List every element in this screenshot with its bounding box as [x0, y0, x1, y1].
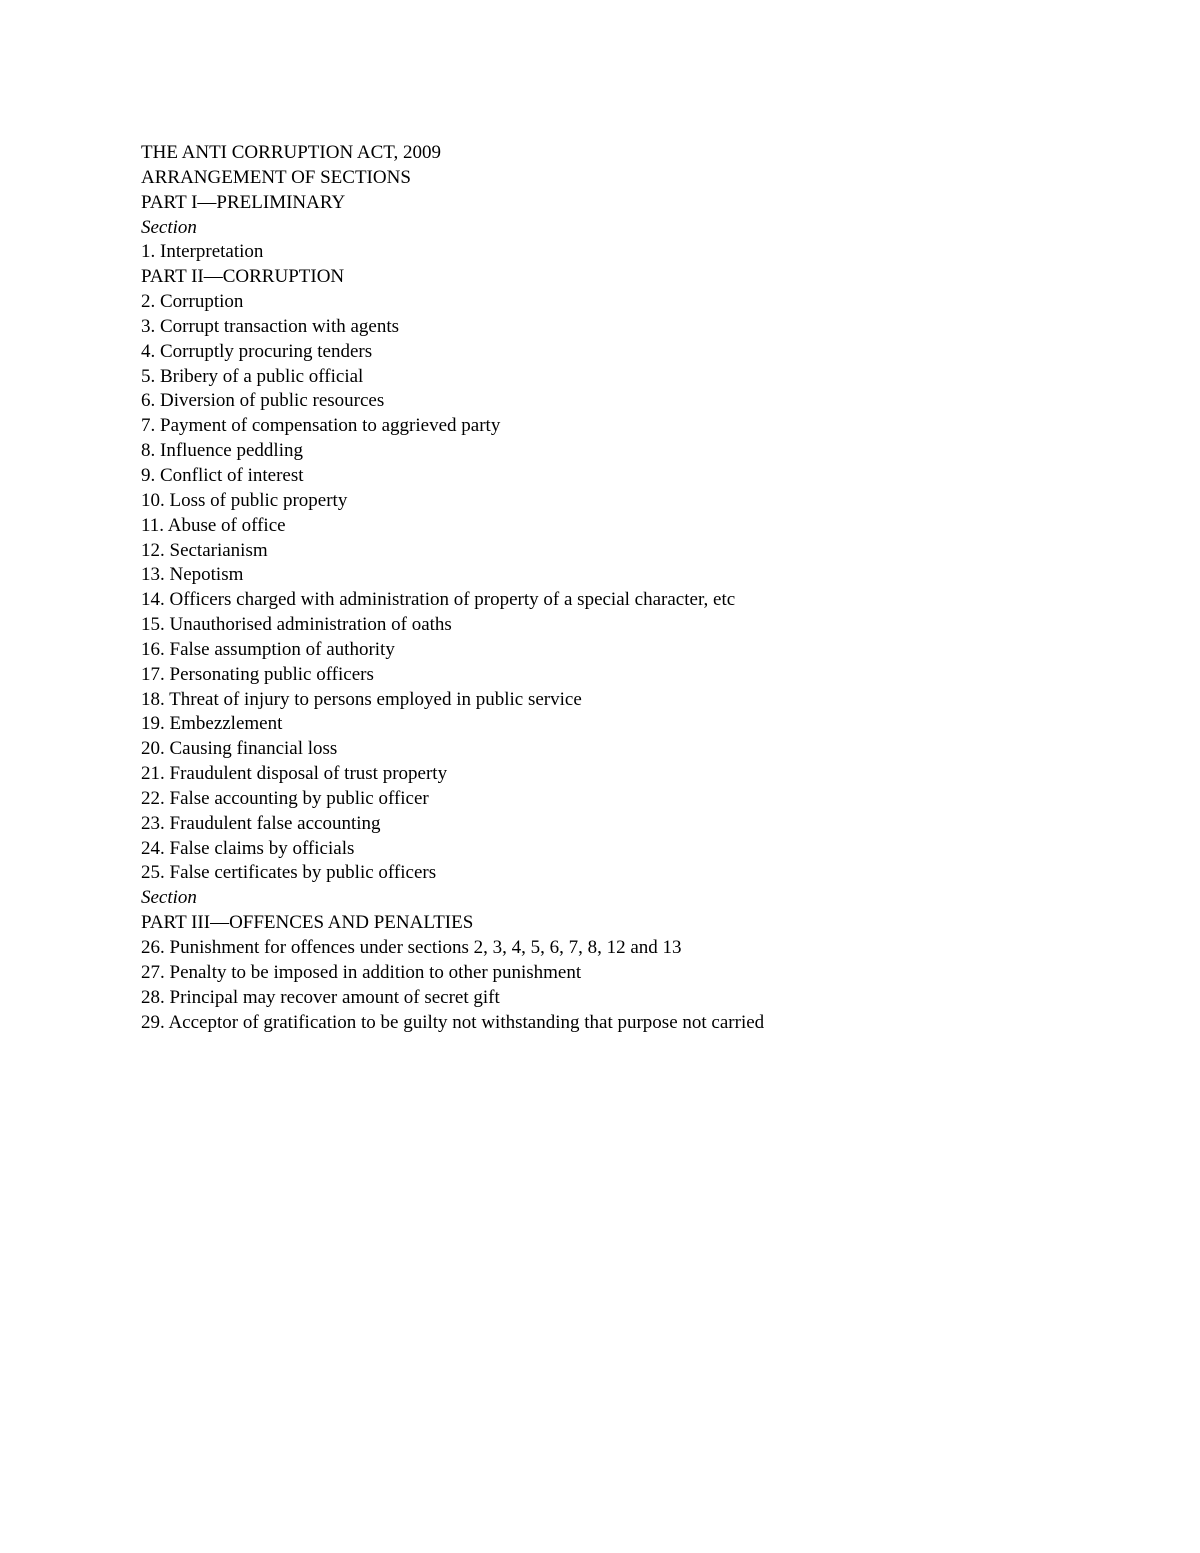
section-item: 4. Corruptly procuring tenders: [141, 340, 373, 362]
section-label: Section: [141, 216, 197, 238]
section-item: 17. Personating public officers: [141, 663, 374, 685]
section-item: 24. False claims by officials: [141, 837, 355, 859]
section-item: 20. Causing financial loss: [141, 738, 338, 760]
section-item: 10. Loss of public property: [141, 489, 348, 511]
section-item: 9. Conflict of interest: [141, 464, 304, 486]
section-item: 12. Sectarianism: [141, 539, 268, 561]
section-item: 16. False assumption of authority: [141, 638, 395, 660]
section-item: 11. Abuse of office: [141, 514, 286, 536]
section-item: 22. False accounting by public officer: [141, 787, 429, 809]
section-item: 8. Influence peddling: [141, 440, 303, 462]
section-item: 29. Acceptor of gratification to be guilty not withstanding that purpose not carried: [141, 1011, 765, 1033]
section-item: 15. Unauthorised administration of oaths: [141, 614, 452, 636]
section-item: 1. Interpretation: [141, 241, 264, 263]
section-item: 6. Diversion of public resources: [141, 390, 385, 412]
section-item: 3. Corrupt transaction with agents: [141, 315, 400, 337]
section-item: 23. Fraudulent false accounting: [141, 812, 381, 834]
section-item: 25. False certificates by public officers: [141, 862, 437, 884]
section-item: 28. Principal may recover amount of secret gift: [141, 986, 500, 1008]
section-item: 5. Bribery of a public official: [141, 365, 364, 387]
section-item: 27. Penalty to be imposed in addition to other punishment: [141, 961, 582, 983]
part-3-heading: PART III—OFFENCES AND PENALTIES: [141, 912, 474, 934]
section-label: Section: [141, 887, 197, 909]
section-item: 7. Payment of compensation to aggrieved party: [141, 415, 501, 437]
document-title: THE ANTI CORRUPTION ACT, 2009: [141, 142, 441, 163]
section-item: 18. Threat of injury to persons employed in public service: [141, 688, 582, 710]
section-item: 26. Punishment for offences under sections 2, 3, 4, 5, 6, 7, 8, 12 and 13: [141, 937, 682, 958]
section-item: 14. Officers charged with administration of property of a special character, etc: [141, 589, 736, 611]
section-item: 19. Embezzlement: [141, 713, 283, 735]
section-item: 21. Fraudulent disposal of trust property: [141, 763, 448, 785]
document-subtitle: ARRANGEMENT OF SECTIONS: [141, 166, 411, 188]
part-2-heading: PART II—CORRUPTION: [141, 266, 345, 288]
section-item: 13. Nepotism: [141, 564, 244, 586]
part-1-heading: PART I—PRELIMINARY: [141, 191, 346, 213]
document-content: [141, 141, 1121, 1035]
section-item: 2. Corruption: [141, 291, 244, 313]
